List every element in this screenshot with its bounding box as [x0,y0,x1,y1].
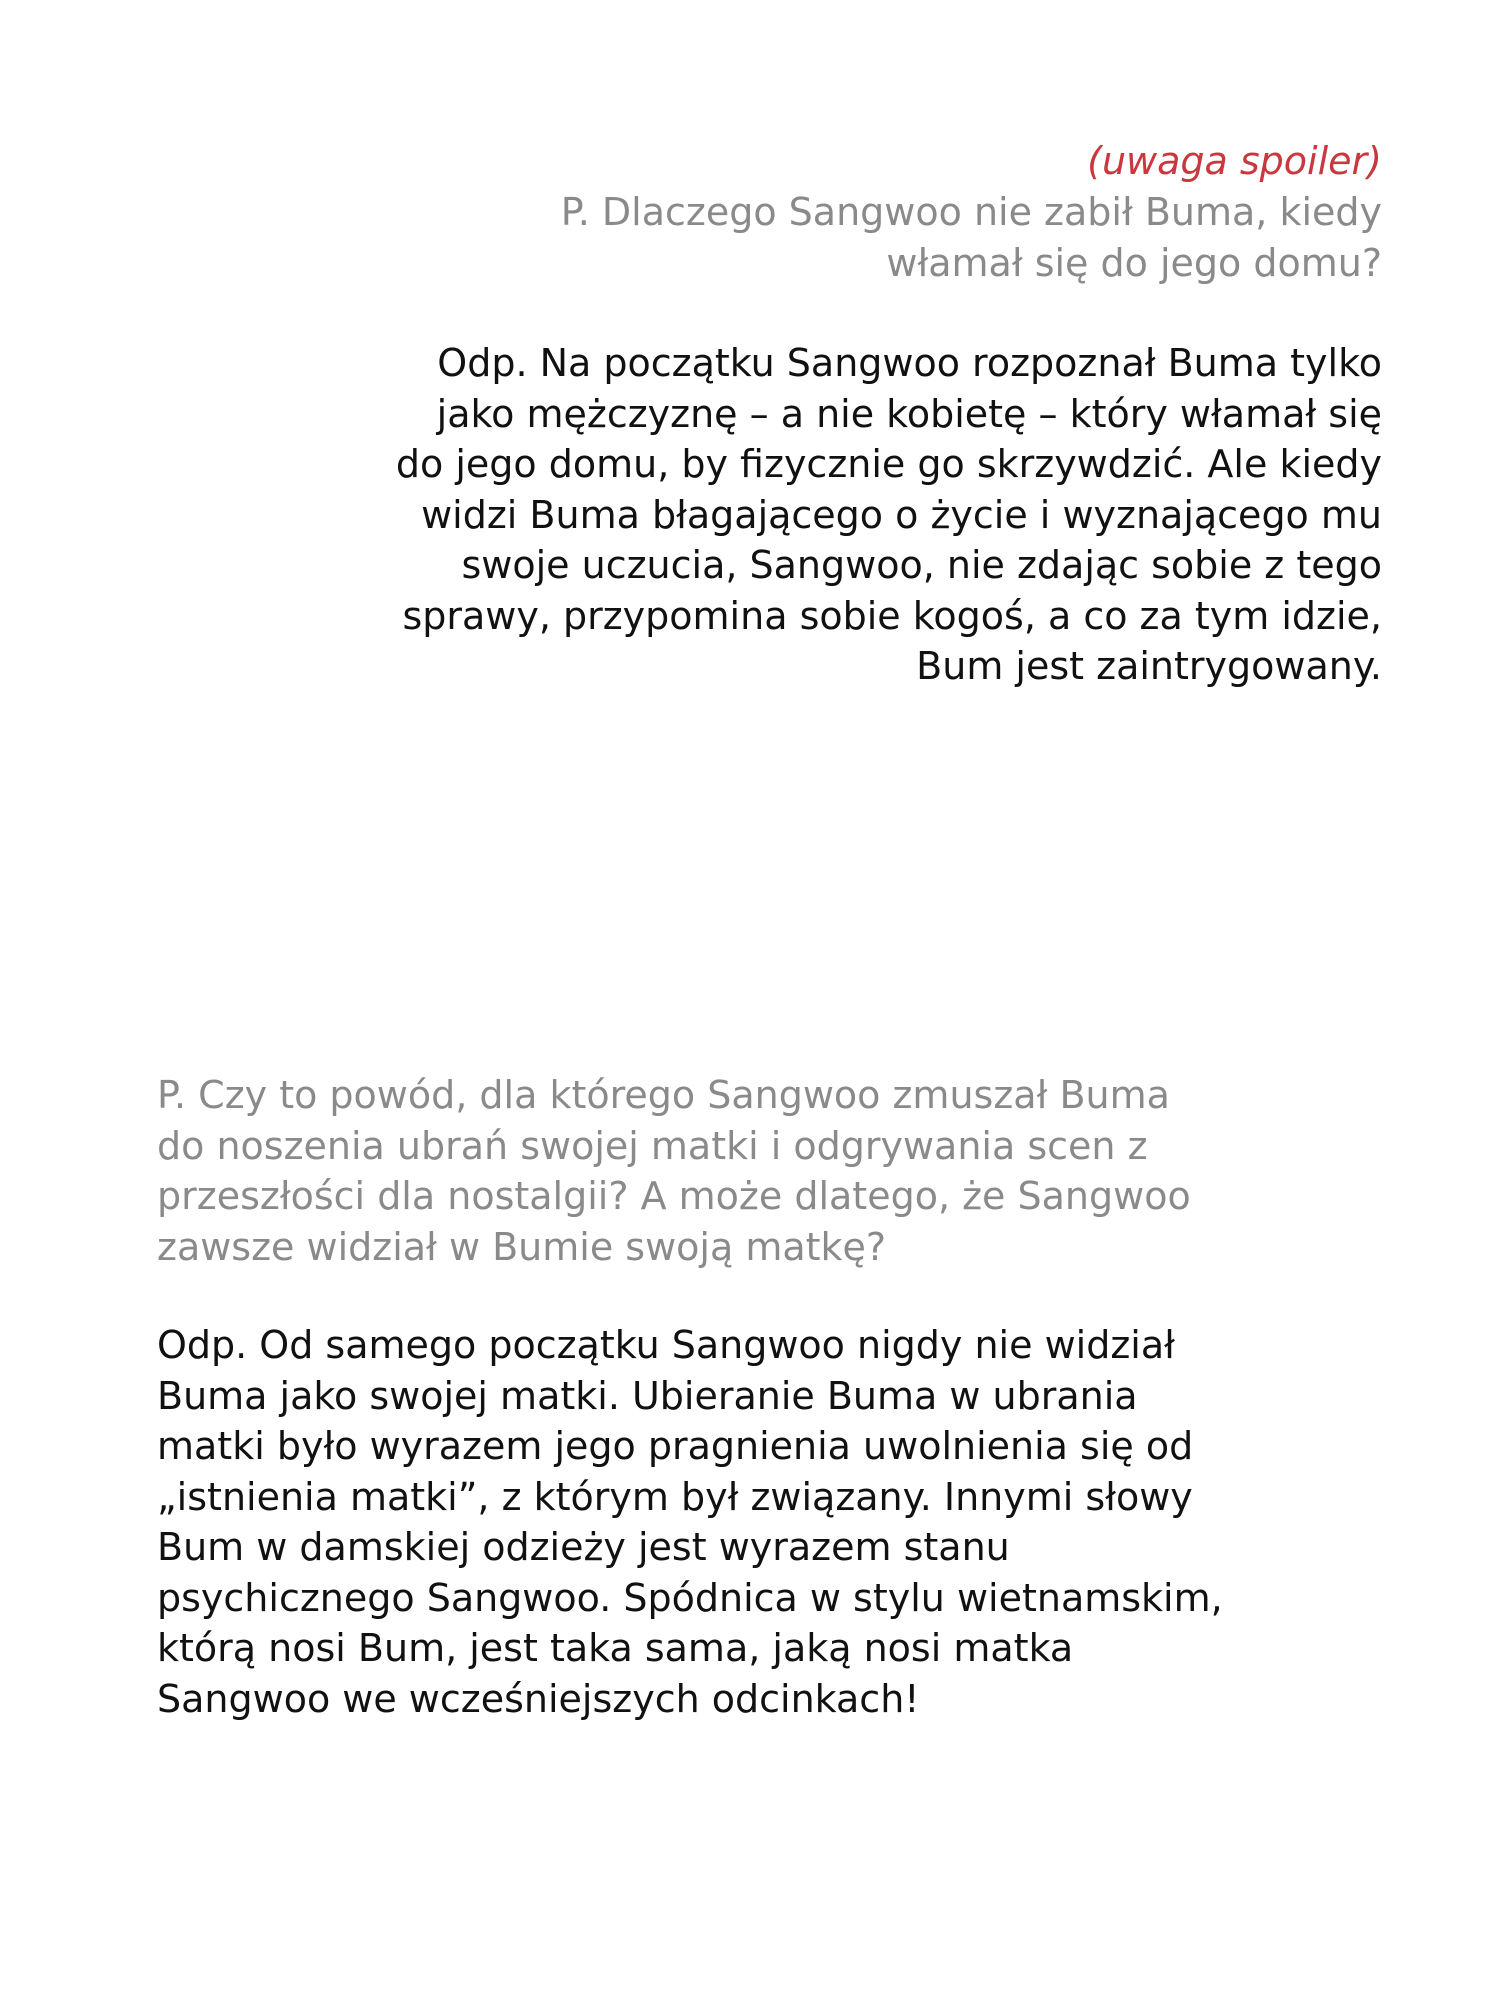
question-1 [382,187,1382,288]
qa-section-1 [382,136,1382,187]
answer-2 [157,1320,1317,1724]
question-2-line: P. Czy to powód, dla którego Sangwoo zmuszał Buma [157,1073,1170,1117]
answer-1-line: jako mężczyznę – a nie kobietę – który włamał się [436,391,1382,436]
answer-2-line: „istnienia matki”, z którym był związany. Innymi słowy [157,1474,1193,1519]
question-2 [157,1070,1317,1272]
answer-1-line: Odp. Na początku Sangwoo rozpoznał Buma tylko [437,341,1382,385]
answer-1-line: widzi Buma błagającego o życie i wyznającego mu [421,492,1382,537]
question-1-line: włamał się do jego domu? [886,240,1382,285]
answer-2-line: Bum w damskiej odzieży jest wyrazem stanu [157,1525,1010,1569]
answer-1-line: Bum jest zaintrygowany. [916,644,1382,688]
answer-2-line: psychicznego Sangwoo. Spódnica w stylu wietnamskim, [157,1575,1223,1620]
answer-1-line: sprawy, przypomina sobie kogoś, a co za tym idzie, [402,593,1382,638]
answer-1-line: swoje uczucia, Sangwoo, nie zdając sobie z tego [461,543,1382,587]
answer-2-line: matki było wyrazem jego pragnienia uwolnienia się od [157,1424,1194,1468]
answer-2-line: którą nosi Bum, jest taka sama, jaką nosi matka [157,1626,1074,1670]
answer-2-line: Buma jako swojej matki. Ubieranie Buma w ubrania [157,1373,1138,1418]
question-2-line: przeszłości dla nostalgii? A może dlatego, że Sangwoo [157,1174,1191,1218]
answer-1-line: do jego domu, by fizycznie go skrzywdzić. Ale kiedy [395,442,1382,486]
answer-2-line: Odp. Od samego początku Sangwoo nigdy nie widział [157,1323,1175,1367]
answer-1 [382,338,1382,692]
question-1-line: P. Dlaczego Sangwoo nie zabił Buma, kiedy [560,190,1382,234]
answer-2-line: Sangwoo we wcześniejszych odcinkach! [157,1676,920,1721]
question-2-line: zawsze widział w Bumie swoją matkę? [157,1224,887,1269]
question-2-line: do noszenia ubrań swojej matki i odgrywania scen z [157,1123,1148,1168]
spoiler-label: (uwaga spoiler) [1087,139,1382,183]
